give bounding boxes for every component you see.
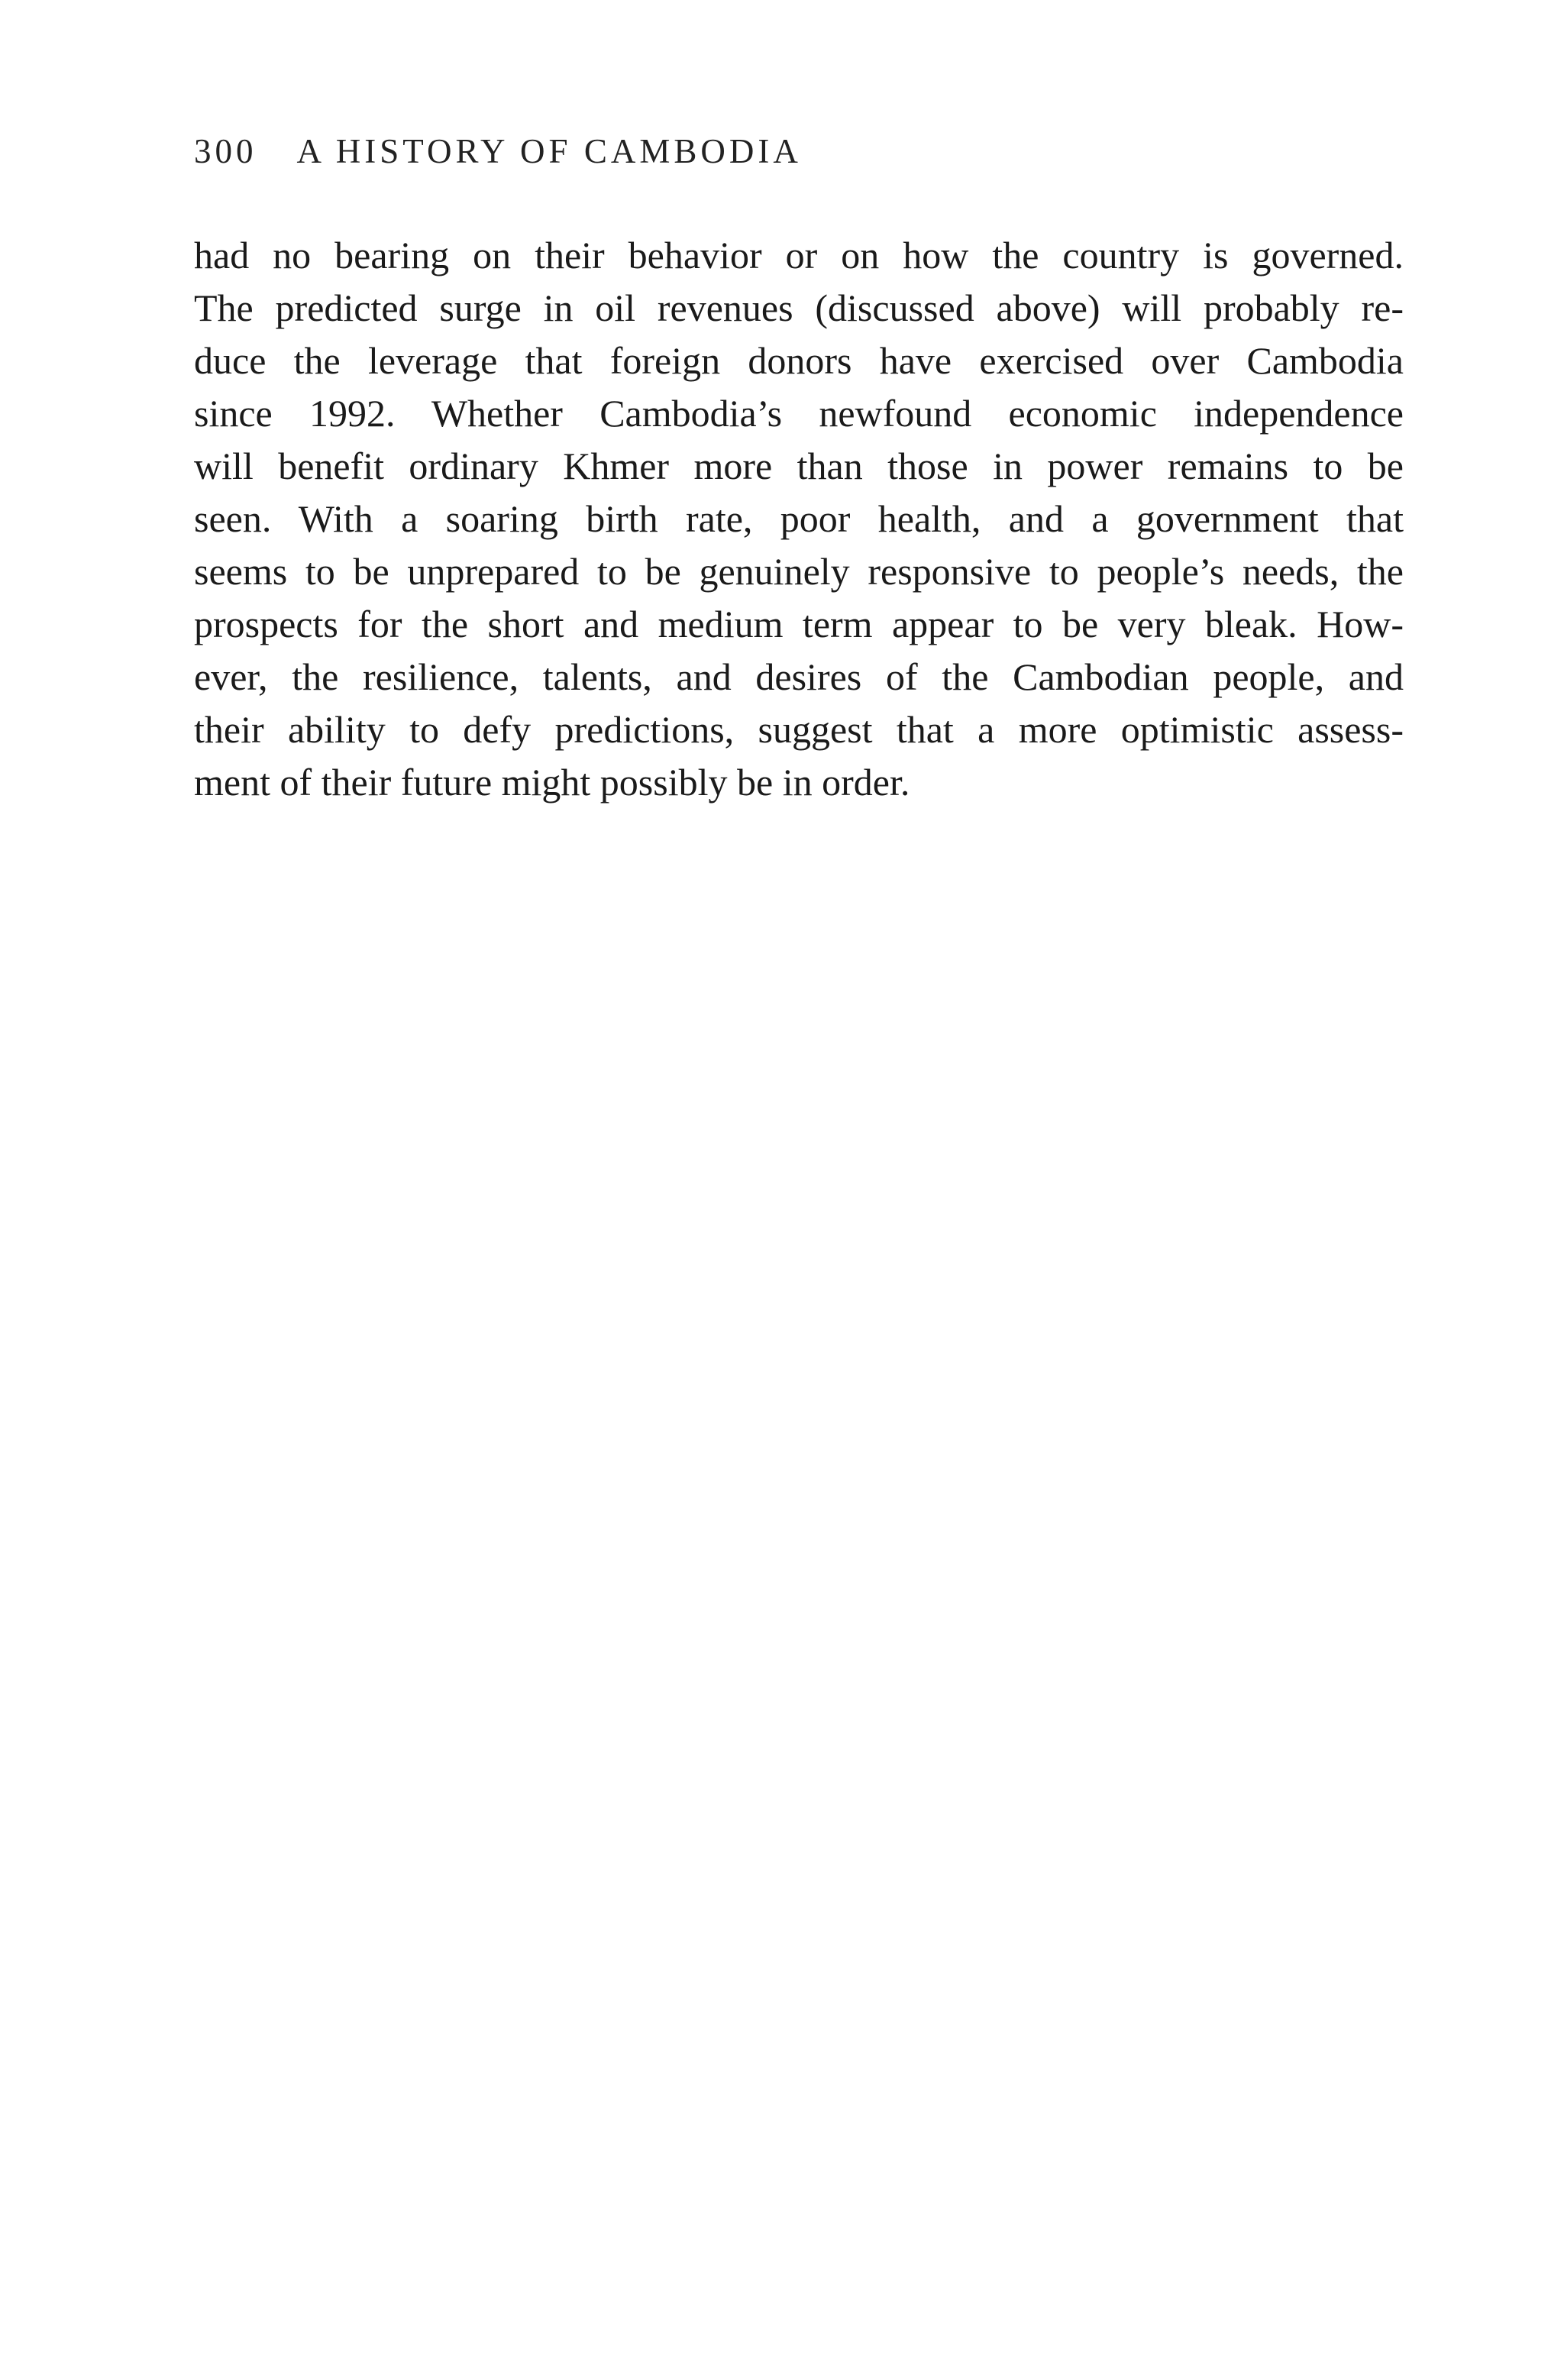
text-line: seems to be unprepared to be genuinely responsive to people’s needs, the	[194, 550, 1404, 593]
text-line: duce the leverage that foreign donors have exercised over Cambodia	[194, 339, 1404, 382]
text-line: seen. With a soaring birth rate, poor health, and a government that	[194, 497, 1404, 540]
text-line: had no bearing on their behavior or on how the country is governed.	[194, 234, 1404, 276]
text-line: will benefit ordinary Khmer more than those in power remains to be	[194, 445, 1404, 487]
text-line: their ability to defy predictions, suggest that a more optimistic assess-	[194, 708, 1404, 751]
text-line: prospects for the short and medium term appear to be very bleak. How-	[194, 603, 1404, 645]
body-paragraph	[194, 229, 1404, 809]
text-line: since 1992. Whether Cambodia’s newfound economic independence	[194, 392, 1404, 435]
text-line: ment of their future might possibly be in order.	[194, 761, 910, 804]
text-line: The predicted surge in oil revenues (discussed above) will probably re-	[194, 286, 1404, 329]
text-line: ever, the resilience, talents, and desires of the Cambodian people, and	[194, 655, 1404, 698]
book-title: A HISTORY OF CAMBODIA	[296, 132, 802, 170]
page-number: 300	[194, 132, 257, 170]
running-head	[194, 128, 1416, 174]
